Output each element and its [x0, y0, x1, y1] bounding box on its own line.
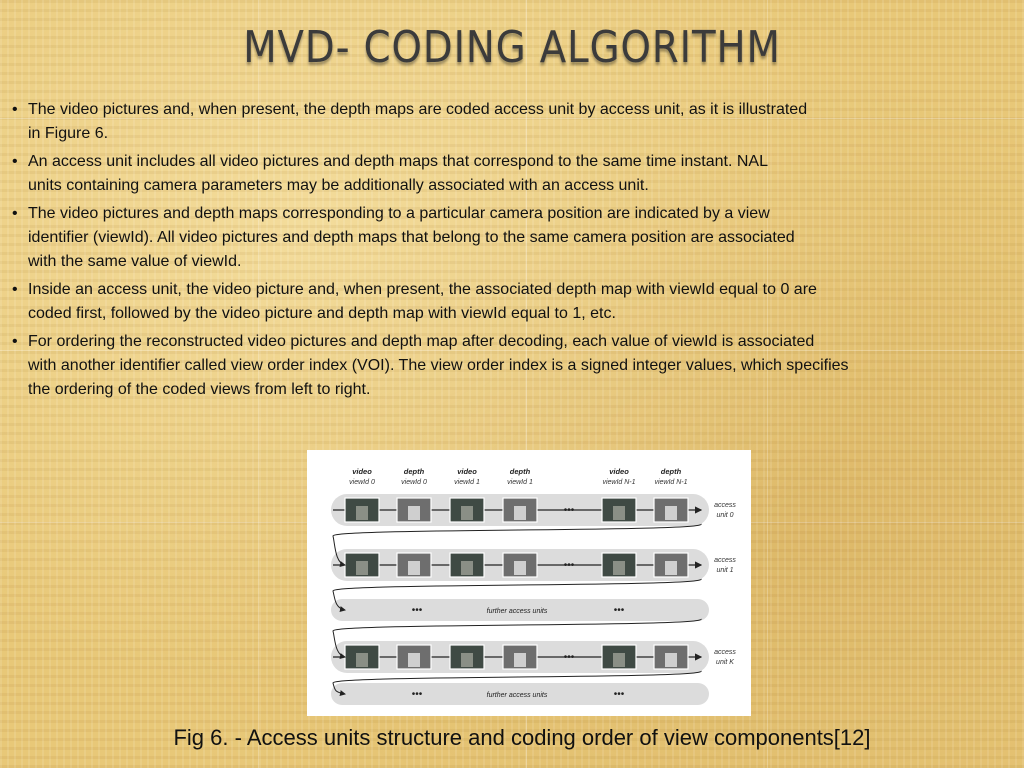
ellipsis-marker: •••	[563, 505, 575, 516]
thumbnail-figure	[408, 561, 420, 575]
access-unit-label: access	[714, 557, 736, 564]
column-view-label: viewId 1	[454, 479, 480, 486]
access-units-diagram	[307, 450, 751, 716]
thumbnail-figure	[514, 561, 526, 575]
column-view-label: viewId 1	[507, 479, 533, 486]
bullet-line: units containing camera parameters may be additionally associated with an access unit.	[28, 177, 649, 194]
thumbnail-figure	[461, 561, 473, 575]
thumbnail-figure	[461, 653, 473, 667]
access-unit-label: unit K	[716, 659, 734, 666]
thumbnail-figure	[408, 653, 420, 667]
column-view-label: viewId 0	[401, 479, 427, 486]
ellipsis-marker: •••	[613, 689, 625, 700]
bullet-line: with the same value of viewId.	[28, 253, 242, 270]
access-unit-label: unit 0	[716, 512, 734, 519]
bullet-item	[10, 98, 1005, 146]
thumbnail-figure	[461, 506, 473, 520]
bullet-item	[10, 202, 1005, 274]
thumbnail-figure	[356, 653, 368, 667]
ellipsis-marker: •••	[613, 605, 625, 616]
bullet-line: with another identifier called view order index (VOI). The view order index is a signed integer values, which specifies	[28, 357, 849, 374]
bullet-line: identifier (viewId). All video pictures and depth maps that belong to the same camera position are associated	[28, 229, 795, 246]
column-kind-label: video	[457, 467, 477, 476]
further-units-label: further access units	[486, 692, 548, 699]
access-unit-label: unit 1	[716, 567, 734, 574]
bullet-item	[10, 278, 1005, 326]
thumbnail-figure	[665, 561, 677, 575]
figure-caption: Fig 6. - Access units structure and coding order of view components[12]	[173, 725, 871, 750]
bullet-line: For ordering the reconstructed video pictures and depth map after decoding, each value of viewId is associated	[28, 333, 815, 350]
column-kind-label: depth	[660, 467, 682, 476]
bullet-list	[10, 98, 1005, 406]
thumbnail-figure	[514, 506, 526, 520]
thumbnail-figure	[665, 506, 677, 520]
bullet-line: An access unit includes all video pictures and depth maps that correspond to the same time instant. NAL	[28, 153, 768, 170]
ellipsis-marker: •••	[563, 560, 575, 571]
thumbnail-figure	[665, 653, 677, 667]
access-units-figure	[307, 450, 751, 716]
bullet-line: the ordering of the coded views from left to right.	[28, 381, 371, 398]
bullet-item	[10, 150, 1005, 198]
column-view-label: viewId 0	[349, 479, 375, 486]
thumbnail-figure	[514, 653, 526, 667]
further-units-label: further access units	[486, 608, 548, 615]
ellipsis-marker: •••	[563, 652, 575, 663]
column-view-label: viewId N-1	[654, 479, 688, 486]
bullet-line: in Figure 6.	[28, 125, 109, 142]
access-unit-label: access	[714, 502, 736, 509]
bullet-dot: •	[12, 153, 18, 170]
ellipsis-marker: •••	[411, 689, 423, 700]
thumbnail-figure	[613, 653, 625, 667]
thumbnail-figure	[408, 506, 420, 520]
slide-title: MVD- CODING ALGORITHM	[243, 22, 781, 73]
thumbnail-figure	[613, 561, 625, 575]
column-kind-label: video	[352, 467, 372, 476]
ellipsis-marker: •••	[411, 605, 423, 616]
column-kind-label: depth	[509, 467, 531, 476]
bullet-item	[10, 330, 1005, 402]
bullet-dot: •	[12, 281, 18, 298]
bullet-line: The video pictures and depth maps corresponding to a particular camera position are indicated by a view	[28, 205, 770, 222]
thumbnail-figure	[356, 561, 368, 575]
bullet-line: coded first, followed by the video picture and depth map with viewId equal to 1, etc.	[28, 305, 616, 322]
column-kind-label: video	[609, 467, 629, 476]
thumbnail-figure	[613, 506, 625, 520]
bullet-dot: •	[12, 333, 18, 350]
access-unit-label: access	[714, 649, 736, 656]
bullet-dot: •	[12, 101, 18, 118]
bullet-dot: •	[12, 205, 18, 222]
bullet-line: The video pictures and, when present, the depth maps are coded access unit by access unit, as it is illustrated	[28, 101, 808, 118]
thumbnail-figure	[356, 506, 368, 520]
column-view-label: viewId N-1	[602, 479, 636, 486]
column-kind-label: depth	[403, 467, 425, 476]
bullet-line: Inside an access unit, the video picture and, when present, the associated depth map with viewId equal to 0 are	[28, 281, 817, 298]
